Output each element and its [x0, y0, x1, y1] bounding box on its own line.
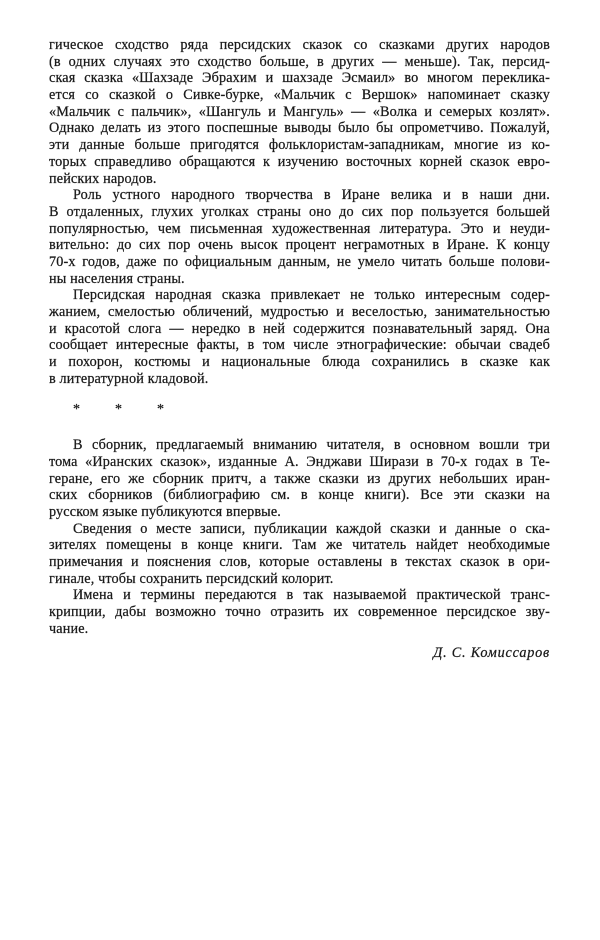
text-line: крипции, дабы возможно точно отразить их современное персидское зву-	[49, 604, 550, 620]
text-line: геране, его же сборник притч, а также сказки из других небольших иран-	[49, 470, 550, 487]
paragraph-5	[49, 521, 550, 588]
text-line: Однако делать из этого поспешные выводы было бы опрометчиво. Пожалуй,	[49, 120, 550, 137]
paragraph-3	[49, 287, 550, 387]
asterisk: *	[115, 402, 123, 418]
text-line: эти данные больше пригодятся фольклористам-западникам, многие из ко-	[49, 137, 550, 154]
text-line: 70-х годов, даже по официальным данным, не умело читать больше полови-	[49, 253, 550, 270]
document-page	[49, 37, 550, 662]
text-line: сообщает интересные факты, в том числе этнографические: обычаи свадеб	[49, 337, 550, 354]
text-line: вительно: до сих пор очень высок процент неграмотных в Иране. К концу	[49, 237, 550, 254]
text-line: В отдаленных, глухих уголках страны оно до сих пор пользуется большей	[49, 203, 550, 220]
paragraph-6	[49, 587, 550, 637]
text-line: Имена и термины передаются в так называемой практической транс-	[73, 587, 550, 604]
text-line: гическое сходство ряда персидских сказок со сказками других народов	[49, 37, 550, 53]
text-line: ских сборников (библиографию см. в конце книги). Все эти сказки на	[49, 487, 550, 504]
text-line: и красотой слога — нередко в ней содержится познавательный заряд. Она	[49, 320, 550, 337]
text-line: (в одних случаях это сходство больше, в других — меньше). Так, персид-	[49, 53, 550, 70]
text-line: зителях помещены в конце книги. Там же читатель найдет необходимые	[49, 537, 550, 554]
text-line: популярностью, чем письменная художественная литература. Это и неуди-	[49, 220, 550, 237]
section-separator	[49, 402, 550, 419]
text-line: пейских народов.	[49, 170, 157, 187]
text-line: русском языке публикуются впервые.	[49, 503, 281, 520]
text-line: ны населения страны.	[49, 270, 185, 287]
text-line: примечания и пояснения слов, которые оставлены в текстах сказок в ори-	[49, 553, 550, 570]
paragraph-2	[49, 187, 550, 287]
text-line: Роль устного народного творчества в Иране велика и в наши дни.	[73, 187, 550, 204]
text-line: В сборник, предлагаемый вниманию читателя, в основном вошли три	[73, 437, 550, 454]
text-line: жанием, смелостью обличений, мудростью и веселостью, занимательностью	[49, 304, 550, 320]
asterisk: *	[73, 402, 81, 418]
asterisk: *	[157, 402, 165, 418]
author-signature: Д. С. Комиссаров	[433, 645, 550, 662]
text-line: Персидская народная сказка привлекает не только интересным содер-	[73, 287, 550, 304]
text-line: гинале, чтобы сохранить персидский колорит.	[49, 570, 334, 587]
text-line: тома «Иранских сказок», изданные А. Энджави Ширази в 70-х годах в Те-	[49, 453, 550, 470]
text-line: «Мальчик с пальчик», «Шангуль и Мангуль» — «Волка и семерых козлят».	[49, 103, 550, 120]
text-line: ется со сказкой о Сивке-бурке, «Мальчик с Вершок» напоминает сказку	[49, 87, 550, 104]
paragraph-1	[49, 37, 550, 187]
text-line: и похорон, костюмы и национальные блюда сохранились в сказке как	[49, 354, 550, 371]
text-line: торых справедливо обращаются к изучению восточных корней сказок евро-	[49, 153, 550, 170]
text-line: чание.	[49, 620, 89, 637]
text-line: в литературной кладовой.	[49, 370, 209, 387]
text-line: ская сказка «Шахзаде Эбрахим и шахзаде Эсмаил» во многом переклика-	[49, 70, 550, 87]
paragraph-4	[49, 437, 550, 520]
text-line: Сведения о месте записи, публикации каждой сказки и данные о ска-	[73, 520, 550, 537]
